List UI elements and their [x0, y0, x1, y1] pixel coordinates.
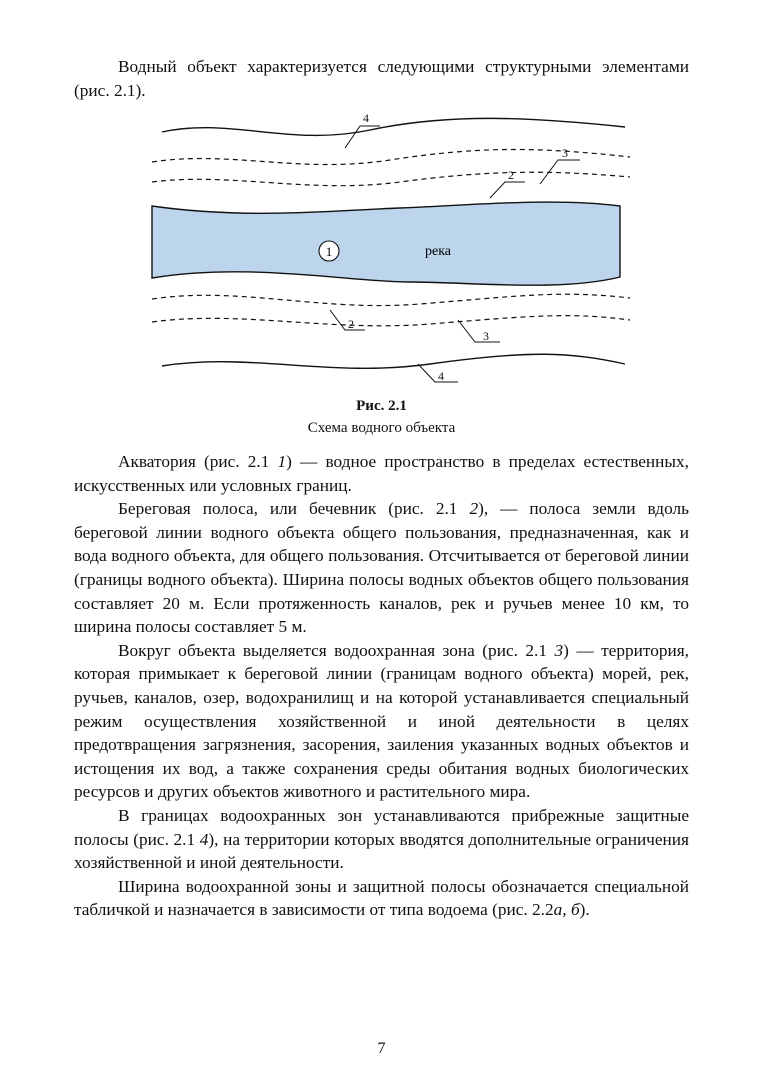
label-bottom-3: 3	[483, 329, 489, 343]
acvatoria-marker-label: 1	[325, 244, 333, 259]
figure-caption: Схема водного объекта	[307, 420, 456, 436]
label-bottom-4: 4	[438, 369, 444, 383]
bottom-protective-strip-line	[162, 354, 625, 368]
label-top-4: 4	[363, 111, 369, 125]
figure-title: Рис. 2.1	[356, 398, 407, 414]
paragraph-water-protection-zone: Вокруг объекта выделяется водоохранная зона (рис. 2.1 3) — территория, которая примыкает к береговой линии (границам водного объекта) морей, рек, ручьев, каналов, озер, водохранилищ и на которой устанавливается специальный режим осуществления хозяйственной и иной деятельности в целях предотвращения загрязнения, засорения, заиления указанных водных объектов и истощения их вод, а также сохранения среды обитания водных биологических ресурсов и других объектов животного и растительного мира.	[74, 640, 689, 802]
label-bottom-2: 2	[348, 317, 354, 331]
top-protective-strip-line	[162, 118, 625, 135]
water-body-diagram	[140, 102, 640, 402]
paragraph-zone-width: Ширина водоохранной зоны и защитной полосы обозначается специальной табличкой и назначается в зависимости от типа водоема (рис. 2.2а, б).	[74, 876, 689, 920]
paragraph-shore-strip: Береговая полоса, или бечевник (рис. 2.1 2), — полоса земли вдоль береговой линии водного объекта общего пользования, предназначенная, как и вода водного объекта, для общего пользования. Отсчитывается от береговой линии (границы водного объекта). Ширина полосы водных объектов общего пользования составляет 20 м. Если протяженность каналов, рек и ручьев менее 10 км, то ширина полосы составляет 5 м.	[74, 499, 689, 637]
paragraph-protective-strips: В границах водоохранных зон устанавливаются прибрежные защитные полосы (рис. 2.1 4), на территории которых вводятся дополнительные ограничения хозяйственной и иной деятельности.	[74, 805, 689, 873]
label-top-2: 2	[508, 168, 514, 182]
label-top-3: 3	[562, 146, 568, 160]
river-body	[152, 202, 620, 285]
river-label: река	[424, 244, 452, 259]
body-text	[74, 450, 689, 922]
bottom-shore-strip-line	[152, 294, 630, 305]
top-shore-strip-line	[152, 172, 630, 185]
paragraph-acvatoria: Акватория (рис. 2.1 1) — водное пространство в пределах естественных, искусственных или условных границ.	[74, 452, 689, 495]
bottom-water-protection-zone-line	[152, 316, 630, 326]
page-number: 7	[377, 1040, 386, 1057]
intro-paragraph: Водный объект характеризуется следующими структурными элементами (рис. 2.1).	[74, 57, 689, 100]
top-water-protection-zone-line	[152, 149, 630, 164]
